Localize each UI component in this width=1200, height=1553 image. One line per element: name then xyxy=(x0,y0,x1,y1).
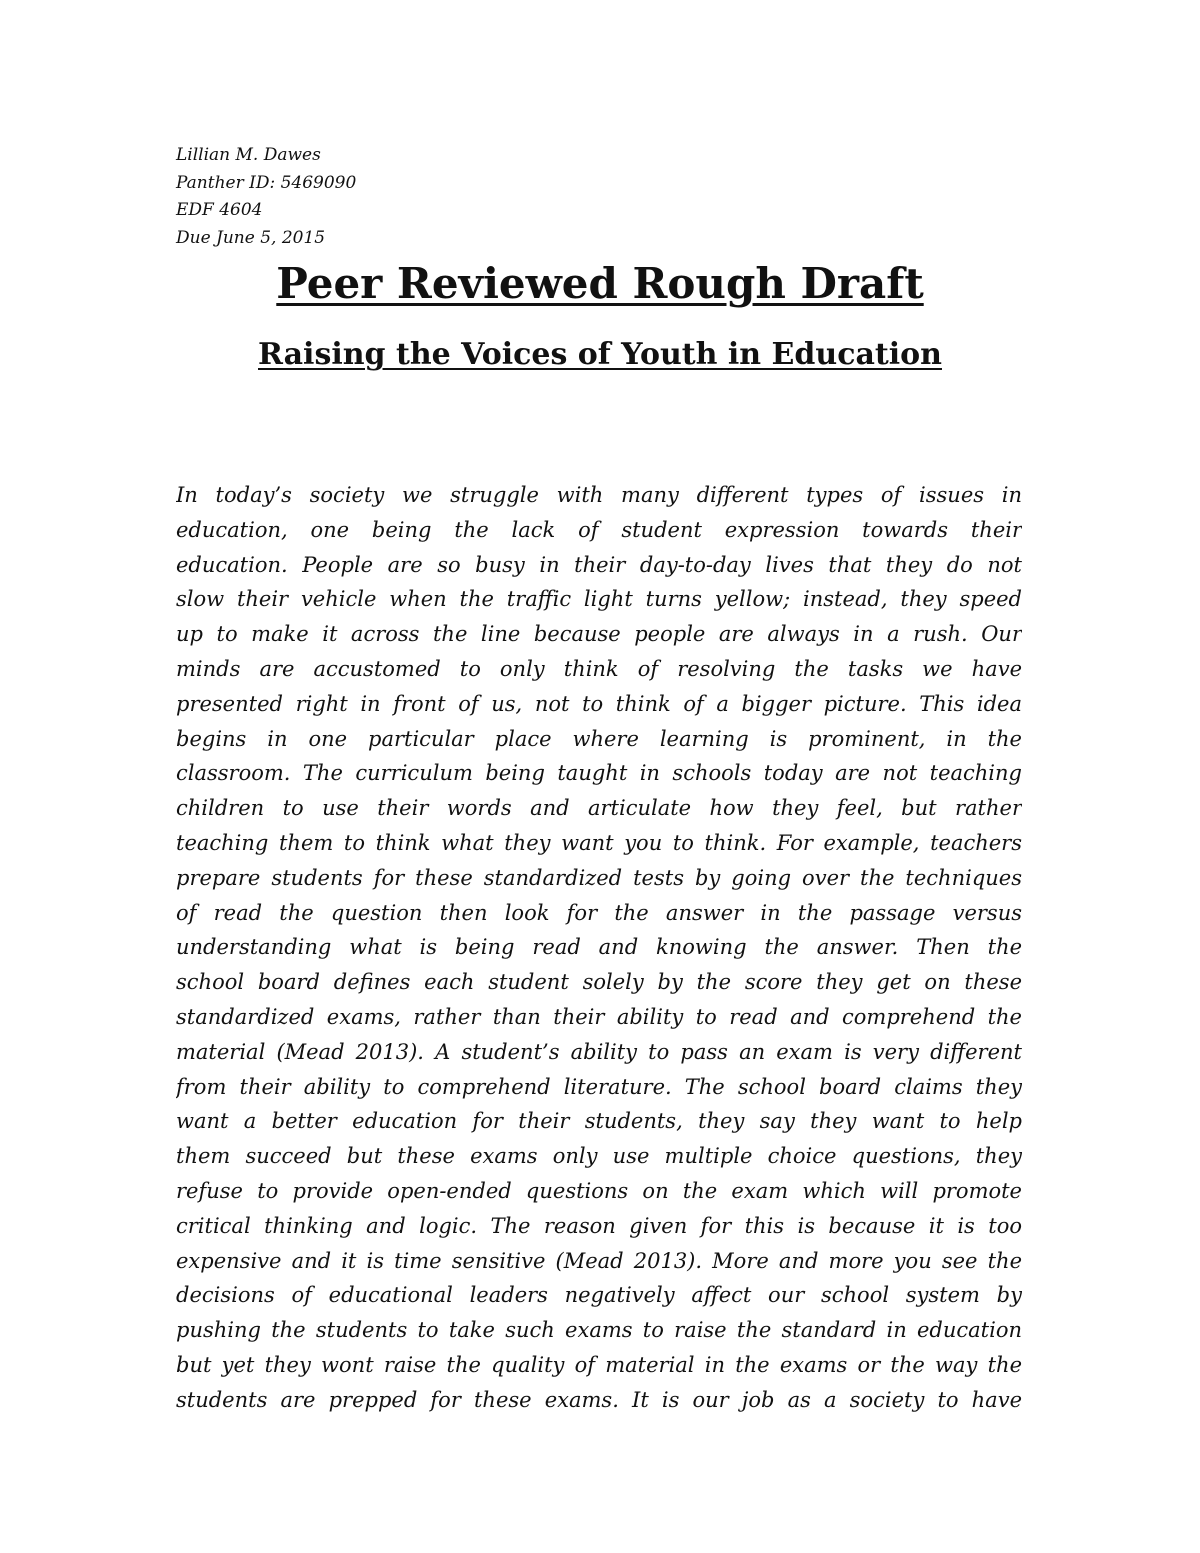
document-subtitle: Raising the Voices of Youth in Education xyxy=(258,337,942,372)
due-date: Due June 5, 2015 xyxy=(176,227,326,248)
body-line: critical thinking and logic. The reason given for this is because it is too xyxy=(176,1213,1022,1238)
body-paragraph xyxy=(176,478,1022,1418)
course-code: EDF 4604 xyxy=(176,200,263,220)
body-line: material (Mead 2013). A student’s ability to pass an exam is very different xyxy=(176,1039,1022,1064)
body-line: understanding what is being read and knowing the answer. Then the xyxy=(176,935,1022,960)
author-name: Lillian M. Dawes xyxy=(176,145,321,165)
document-title: Peer Reviewed Rough Draft xyxy=(276,259,924,308)
body-line: but yet they wont raise the quality of material in the exams or the way the xyxy=(176,1352,1022,1377)
body-line: presented right in front of us, not to think of a bigger picture. This idea xyxy=(176,691,1022,716)
body-line: from their ability to comprehend literature. The school board claims they xyxy=(176,1074,1022,1099)
body-line: prepare students for these standardized tests by going over the techniques xyxy=(176,865,1022,890)
body-line: education. People are so busy in their day-to-day lives that they do not xyxy=(176,552,1022,577)
body-line: In today’s society we struggle with many different types of issues in xyxy=(176,483,1022,507)
body-line: minds are accustomed to only think of resolving the tasks we have xyxy=(176,656,1022,681)
panther-id: Panther ID: 5469090 xyxy=(176,172,357,193)
body-line: expensive and it is time sensitive (Mead 2013). More and more you see the xyxy=(176,1248,1022,1273)
body-line: slow their vehicle when the traffic light turns yellow; instead, they speed xyxy=(176,587,1022,612)
body-line: up to make it across the line because people are always in a rush. Our xyxy=(176,622,1022,647)
body-line: teaching them to think what they want you to think. For example, teachers xyxy=(176,830,1022,855)
body-line: pushing the students to take such exams to raise the standard in education xyxy=(176,1318,1022,1343)
body-line: children to use their words and articulate how they feel, but rather xyxy=(176,796,1022,821)
body-line: education, one being the lack of student expression towards their xyxy=(176,517,1022,542)
body-line: refuse to provide open-ended questions on the exam which will promote xyxy=(176,1178,1022,1203)
body-line: begins in one particular place where learning is prominent, in the xyxy=(176,726,1022,751)
header-block xyxy=(176,142,356,252)
body-line: want a better education for their students, they say they want to help xyxy=(176,1109,1022,1134)
body-line: decisions of educational leaders negatively affect our school system by xyxy=(176,1283,1022,1308)
body-line: school board defines each student solely by the score they get on these xyxy=(176,970,1022,995)
body-line: standardized exams, rather than their ability to read and comprehend the xyxy=(176,1004,1022,1029)
body-line: them succeed but these exams only use multiple choice questions, they xyxy=(176,1144,1022,1169)
body-line: students are prepped for these exams. It is our job as a society to have xyxy=(176,1387,1022,1412)
body-line: classroom. The curriculum being taught in schools today are not teaching xyxy=(176,761,1022,786)
body-line: of read the question then look for the answer in the passage versus xyxy=(176,900,1022,925)
